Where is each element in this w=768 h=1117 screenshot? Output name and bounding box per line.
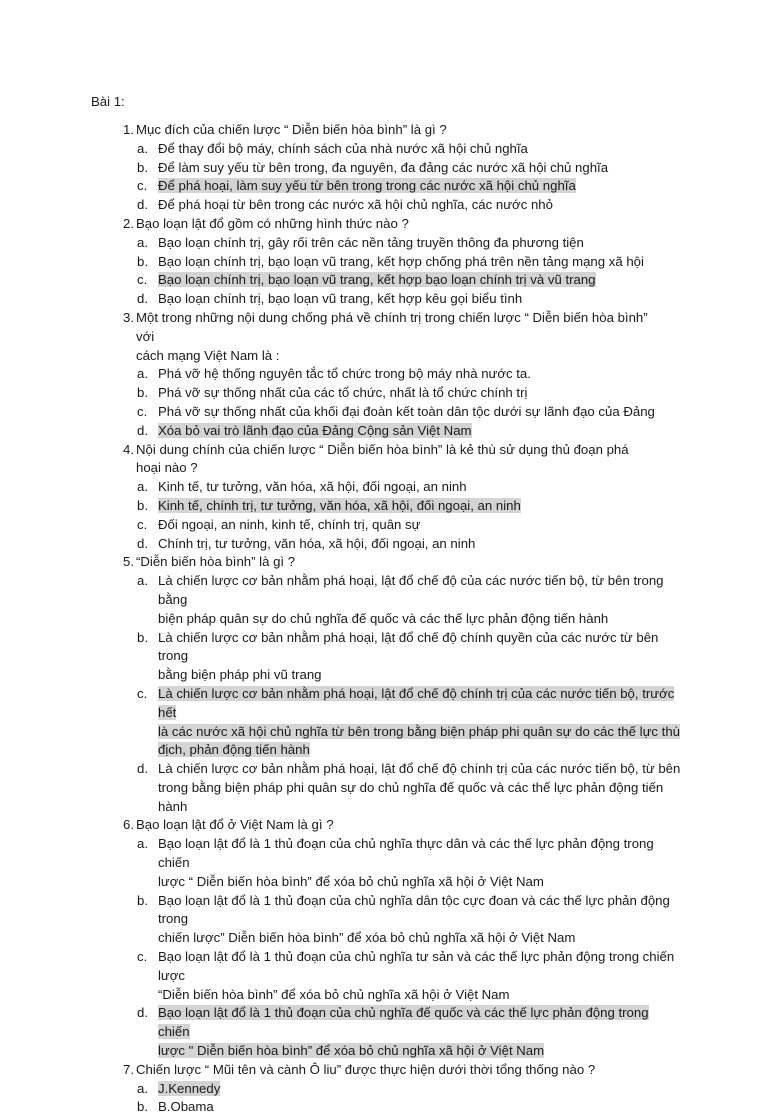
answer-option — [0, 365, 768, 384]
question-item — [0, 309, 768, 441]
answer-option — [0, 535, 768, 554]
question-row — [0, 553, 768, 572]
option-text — [158, 234, 683, 253]
option-text — [158, 384, 683, 403]
option-text — [158, 159, 683, 178]
option-label: c. — [137, 178, 148, 194]
highlight-mark: là các nước xã hội chủ nghĩa từ bên trong bằng biện pháp phi quân sự do các thế lực thù — [158, 723, 680, 739]
question-text-line: “Diễn biến hòa bình” là gì ? — [136, 554, 296, 570]
highlight-mark: lược " Diễn biến hòa bình” để xóa bỏ chủ nghĩa xã hội ở Việt Nam — [158, 1043, 545, 1059]
option-label: c. — [137, 516, 148, 532]
option-text-line: B.Obama — [158, 1099, 214, 1115]
option-text — [158, 365, 683, 384]
question-number: 1. — [123, 122, 134, 137]
question-item — [0, 215, 768, 309]
option-text-line: Bạo loạn chính trị, bạo loạn vũ trang, kết hợp kêu gọi biểu tình — [158, 291, 523, 307]
question-text-line: Bạo loạn lật đổ ở Việt Nam là gì ? — [136, 817, 334, 833]
highlighted-answer-text — [158, 1004, 683, 1060]
option-label: b. — [137, 253, 148, 269]
question-row — [0, 816, 768, 835]
answer-option — [0, 685, 768, 760]
answer-option — [0, 629, 768, 685]
option-text-line: “Diễn biến hòa bình” để xóa bỏ chủ nghĩa xã hội ở Việt Nam — [158, 986, 510, 1002]
highlight-mark: Là chiến lược cơ bản nhằm phá hoại, lật đổ chế độ chính trị của các nước tiến bộ, trước hết — [158, 685, 675, 720]
option-label: b. — [137, 629, 148, 645]
option-text-line: Để thay đổi bộ máy, chính sách của nhà nước xã hội chủ nghĩa — [158, 140, 528, 156]
option-text-line: Để làm suy yếu từ bên trong, đa nguyên, đa đảng các nước xã hội chủ nghĩa — [158, 159, 609, 175]
highlight-mark: Bạo loạn chính trị, bạo loạn vũ trang, kết hợp bạo loạn chính trị và vũ trang — [158, 272, 596, 288]
option-text — [158, 572, 683, 628]
answer-option — [0, 835, 768, 891]
option-text — [158, 516, 683, 535]
option-text-line: Là chiến lược cơ bản nhằm phá hoại, lật đổ chế độ chính quyền của các nước từ bên trong — [158, 629, 659, 664]
option-text-line: chiến lược” Diễn biến hòa bình” để xóa bỏ chủ nghĩa xã hội ở Việt Nam — [158, 930, 576, 946]
question-text — [136, 553, 656, 572]
highlighted-answer-text — [158, 497, 683, 516]
option-label: c. — [137, 685, 148, 701]
answer-option — [0, 1004, 768, 1060]
option-text-line — [158, 422, 683, 441]
answer-option — [0, 271, 768, 290]
highlight-mark: Xóa bỏ vai trò lãnh đạo của Đảng Cộng sản Việt Nam — [158, 422, 472, 438]
highlight-mark: địch, phản động tiến hành — [158, 742, 310, 758]
answer-option — [0, 384, 768, 403]
question-item — [0, 121, 768, 215]
option-label: b. — [137, 892, 148, 908]
question-number: 4. — [123, 441, 134, 457]
answer-option — [0, 516, 768, 535]
option-label: c. — [137, 403, 148, 419]
option-text-line — [158, 1042, 683, 1061]
option-text-line: Phá vỡ sự thống nhất của khối đại đoàn kết toàn dân tộc dưới sự lãnh đạo của Đảng — [158, 403, 655, 419]
question-number: 5. — [123, 554, 134, 570]
highlight-mark: Bạo loạn lật đổ là 1 thủ đoạn của chủ nghĩa đế quốc và các thế lực phản động trong chiến — [158, 1005, 649, 1040]
option-text — [158, 629, 683, 685]
option-text — [158, 196, 683, 215]
highlighted-answer-text — [158, 271, 683, 290]
question-item — [0, 1061, 768, 1117]
answer-option — [0, 497, 768, 516]
question-item — [0, 553, 768, 816]
option-label: a. — [137, 479, 148, 495]
option-text — [158, 140, 683, 159]
option-text — [158, 948, 683, 1004]
answer-option — [0, 892, 768, 948]
option-label: a. — [137, 140, 148, 156]
question-row — [0, 441, 768, 479]
option-text-line — [158, 685, 683, 723]
question-row — [0, 1061, 768, 1080]
option-label: a. — [137, 1080, 148, 1096]
highlighted-answer-text — [158, 422, 683, 441]
question-number: 3. — [123, 309, 134, 325]
question-row — [0, 309, 768, 365]
option-text-line: Bạo loạn chính trị, gây rối trên các nền tảng truyền thông đa phương tiện — [158, 234, 584, 250]
option-text-line: Phá vỡ hệ thống nguyên tắc tổ chức trong bộ máy nhà nước ta. — [158, 366, 531, 382]
answer-option — [0, 253, 768, 272]
option-label: a. — [137, 573, 148, 589]
option-text-line: Là chiến lược cơ bản nhằm phá hoại, lật đổ chế độ chính trị của các nước tiến bộ, từ bên — [158, 761, 681, 777]
question-number: 2. — [123, 215, 134, 231]
question-row — [0, 215, 768, 234]
option-label: d. — [137, 535, 148, 551]
option-text-line — [158, 1080, 683, 1099]
question-item — [0, 816, 768, 1060]
answer-option — [0, 290, 768, 309]
option-label: a. — [137, 366, 148, 382]
answer-option — [0, 760, 768, 816]
answer-option — [0, 572, 768, 628]
option-text-line: bằng biện pháp phi vũ trang — [158, 667, 322, 683]
option-text-line: lược “ Diễn biến hòa bình” để xóa bỏ chủ nghĩa xã hội ở Việt Nam — [158, 873, 544, 889]
option-text-line — [158, 497, 683, 516]
option-text-line: trong bằng biện pháp phi quân sự do chủ nghĩa đế quốc và các thế lực phản động tiến hành — [158, 779, 664, 814]
question-text — [136, 816, 656, 835]
option-label: b. — [137, 1099, 148, 1115]
highlight-mark: Kinh tế, chính trị, tư tưởng, văn hóa, xã hội, đối ngoại, an ninh — [158, 497, 521, 513]
question-text — [136, 1061, 656, 1080]
answer-option — [0, 403, 768, 422]
option-text — [158, 535, 683, 554]
option-text — [158, 892, 683, 948]
option-text-line: Phá vỡ sự thống nhất của các tổ chức, nhất là tổ chức chính trị — [158, 385, 528, 401]
question-text-line: Mục đích của chiến lược “ Diễn biến hòa bình” là gì ? — [136, 122, 447, 137]
option-text-line — [158, 271, 683, 290]
question-text — [136, 215, 656, 234]
option-label: a. — [137, 836, 148, 852]
option-text-line: Bạo loạn chính trị, bạo loạn vũ trang, kết hợp chống phá trên nền tảng mạng xã hội — [158, 253, 644, 269]
answer-option — [0, 948, 768, 1004]
option-text-line: biện pháp quân sự do chủ nghĩa đế quốc và các thế lực phản động tiến hành — [158, 610, 609, 626]
exercise-heading: Bài 1: — [91, 94, 125, 109]
option-text — [158, 760, 683, 816]
option-text-line — [158, 177, 683, 196]
option-text-line: Bạo loạn lật đổ là 1 thủ đoạn của chủ nghĩa thực dân và các thế lực phản động trong chiến — [158, 836, 654, 871]
option-label: d. — [137, 761, 148, 777]
option-label: b. — [137, 385, 148, 401]
answer-option — [0, 196, 768, 215]
answer-option — [0, 159, 768, 178]
question-text-line: Một trong những nội dung chống phá về chính trị trong chiến lược “ Diễn biến hòa bình” với — [136, 309, 648, 344]
answer-option — [0, 234, 768, 253]
option-label: d. — [137, 422, 148, 438]
option-text — [158, 478, 683, 497]
question-text — [136, 441, 656, 479]
highlight-mark: Để phá hoại, làm suy yếu từ bên trong trong các nước xã hội chủ nghĩa — [158, 178, 576, 194]
option-label: b. — [137, 497, 148, 513]
question-text — [136, 309, 656, 365]
option-text-line: Đối ngoại, an ninh, kinh tế, chính trị, quân sự — [158, 516, 421, 532]
question-text-line: Nội dung chính của chiến lược “ Diễn biến hòa bình” là kẻ thù sử dụng thủ đoạn phá hoại nào ? — [136, 441, 629, 476]
question-item — [0, 441, 768, 554]
option-text-line: Bạo loạn lật đổ là 1 thủ đoạn của chủ nghĩa dân tộc cực đoan và các thế lực phản động trong — [158, 892, 670, 927]
question-text — [136, 121, 656, 140]
answer-option — [0, 1080, 768, 1099]
option-label: c. — [137, 949, 148, 965]
highlight-mark: J.Kennedy — [158, 1080, 221, 1096]
option-text-line: Kinh tế, tư tưởng, văn hóa, xã hội, đối ngoại, an ninh — [158, 479, 467, 495]
question-row — [0, 121, 768, 140]
question-number: 7. — [123, 1061, 134, 1077]
answer-option — [0, 422, 768, 441]
option-label: a. — [137, 234, 148, 250]
option-label: b. — [137, 159, 148, 175]
option-label: d. — [137, 291, 148, 307]
option-label: d. — [137, 1005, 148, 1021]
question-text-line: Bạo loạn lật đổ gồm có những hình thức nào ? — [136, 215, 409, 231]
highlighted-answer-text — [158, 685, 683, 760]
answer-option — [0, 1098, 768, 1117]
option-text-line: Chính trị, tư tưởng, văn hóa, xã hội, đối ngoại, an ninh — [158, 535, 476, 551]
option-text-line — [158, 723, 683, 742]
option-text-line: Là chiến lược cơ bản nhằm phá hoại, lật đổ chế độ của các nước tiến bộ, từ bên trong bằng — [158, 573, 664, 607]
answer-option — [0, 478, 768, 497]
answer-option — [0, 140, 768, 159]
option-text-line — [158, 741, 683, 760]
answer-option — [0, 177, 768, 196]
question-list — [0, 121, 768, 1117]
highlighted-answer-text — [158, 177, 683, 196]
option-text — [158, 403, 683, 422]
option-label: d. — [137, 197, 148, 213]
question-number: 6. — [123, 817, 134, 833]
highlighted-answer-text — [158, 1080, 683, 1099]
option-text — [158, 1098, 683, 1117]
question-text-line: cách mạng Việt Nam là : — [136, 347, 280, 363]
option-text-line: Để phá hoại từ bên trong các nước xã hội chủ nghĩa, các nước nhỏ — [158, 197, 553, 213]
option-text — [158, 253, 683, 272]
option-text-line: Bạo loạn lật đổ là 1 thủ đoạn của chủ nghĩa tư sản và các thế lực phản động trong chiến lược — [158, 949, 675, 983]
option-text — [158, 835, 683, 891]
option-label: c. — [137, 272, 148, 288]
option-text — [158, 290, 683, 309]
option-text-line — [158, 1004, 683, 1042]
question-text-line: Chiến lược “ Mũi tên và cành Ô liu” được thực hiện dưới thời tổng thống nào ? — [136, 1061, 596, 1077]
